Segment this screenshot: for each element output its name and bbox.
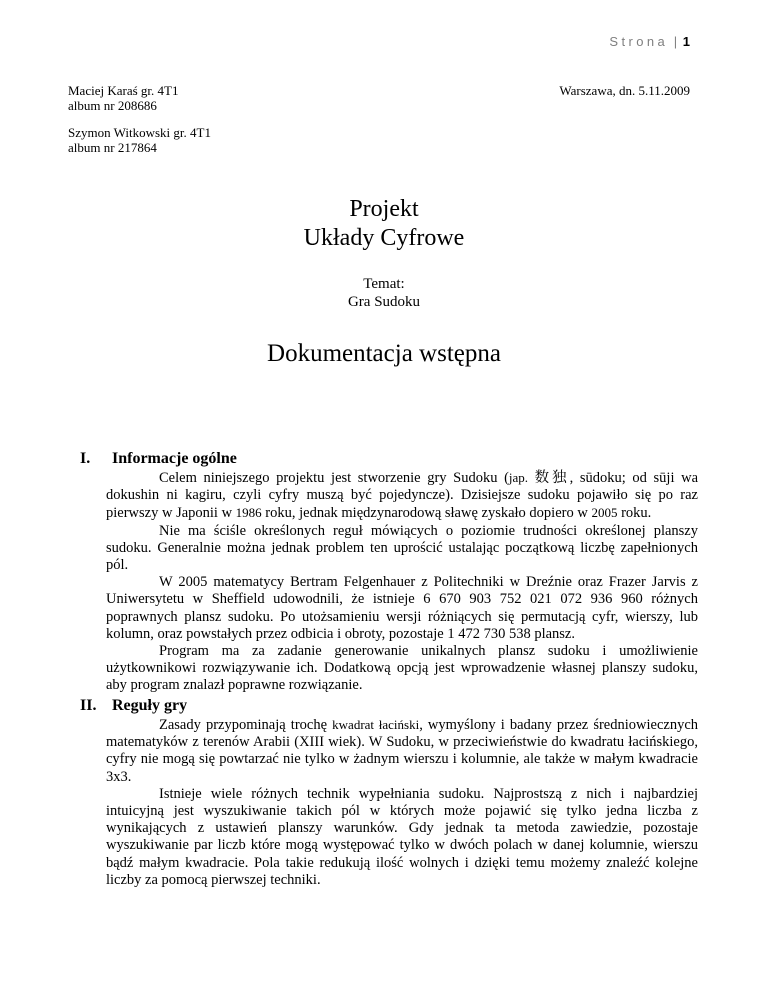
topic-label: Temat:	[363, 276, 405, 292]
author-album: album nr 208686	[68, 98, 157, 113]
section-body-2	[106, 716, 698, 889]
paragraph: Program ma za zadanie generowanie unikalnych plansz sudoku i umożliwienie użytkownikowi rozwiązywanie ich. Dodatkową opcją jest wprowadzenie własnej planszy sudoku, aby program znalazł poprawne rozwiązanie.	[106, 643, 698, 694]
section-number: I.	[80, 450, 91, 467]
page-label: Strona	[609, 34, 669, 49]
date-place: Warszawa, dn. 5.11.2009	[559, 83, 690, 98]
page-number: 1	[682, 34, 690, 49]
section-title: Informacje ogólne	[112, 450, 237, 467]
page-header	[0, 34, 690, 49]
author-name-group: Maciej Karaś gr. 4T1	[68, 83, 179, 98]
author-album: album nr 217864	[68, 140, 157, 155]
paragraph: Nie ma ściśle określonych reguł mówiących o poziomie trudności określonej planszy sudoku. Generalnie można jednak problem ten uprościć ustalając początkową liczbę zapełnionych pól.	[106, 522, 698, 574]
page-separator: |	[673, 34, 678, 49]
section-heading-2	[80, 697, 187, 715]
paragraph: Celem niniejszego projektu jest stworzenie gry Sudoku (jap. 数独, sūdoku; od sūji wa dokushin ni kagiru, czyli cyfry muszą być pojedyncze). Dzisiejsze sudoku pojawiło się po raz pierwszy w Japonii w 1986 roku, jednak międzynarodową sławę zyskało dopiero w 2005 roku.	[106, 470, 699, 522]
author-block-2	[68, 125, 211, 155]
paragraph: W 2005 matematycy Bertram Felgenhauer z Politechniki w Dreźnie oraz Frazer Jarvis z Uniwersytetu w Sheffield udowodnili, że istnieje 6 670 903 752 021 072 936 960 różnych poprawnych plansz sudoku. Po utożsamieniu wersji różniących się permutacją cyfr, wierszy, lub kolumn, oraz powstałych przez odbicia i obroty, pozostaje 1 472 730 538 plansz.	[106, 574, 698, 642]
document-title: Dokumentacja wstępna	[267, 340, 501, 367]
title-line-2: Układy Cyfrowe	[303, 225, 465, 251]
section-heading-1	[80, 450, 237, 468]
author-name-group: Szymon Witkowski gr. 4T1	[68, 125, 211, 140]
section-title: Reguły gry	[112, 697, 188, 714]
topic-value: Gra Sudoku	[347, 294, 421, 310]
paragraph: Zasady przypominają trochę kwadrat łaciński, wymyślony i badany przez średniowiecznych matematyków z terenów Arabii (XIII wiek). W Sudoku, w przeciwieństwie do kwadratu łacińskiego, cyfry nie mogą się powtarzać nie tylko w żadnym wierszu i kolumnie, ale także w małym kwadracie 3x3.	[106, 717, 699, 785]
paragraph: Istnieje wiele różnych technik wypełniania sudoku. Najprostszą z nich i najbardziej intuicyjną jest wyszukiwanie takich pól w których może pojawić się tylko jedna liczba z wynikających z ustawień planszy warunków. Gdy jednak ta metoda zawiedzie, pozostaje wyszukiwanie par liczb które mogą występować tylko w dwóch polach w danej kolumnie, wierszu bądź małym kwadracie. Pola takie redukują ilość wolnych i dzięki temu możemy znaleźć kolejne liczby za pomocą pierwszej techniki.	[106, 785, 698, 888]
title-line-1: Projekt	[349, 196, 419, 222]
section-number: II.	[80, 697, 97, 714]
section-body-1	[106, 469, 698, 695]
